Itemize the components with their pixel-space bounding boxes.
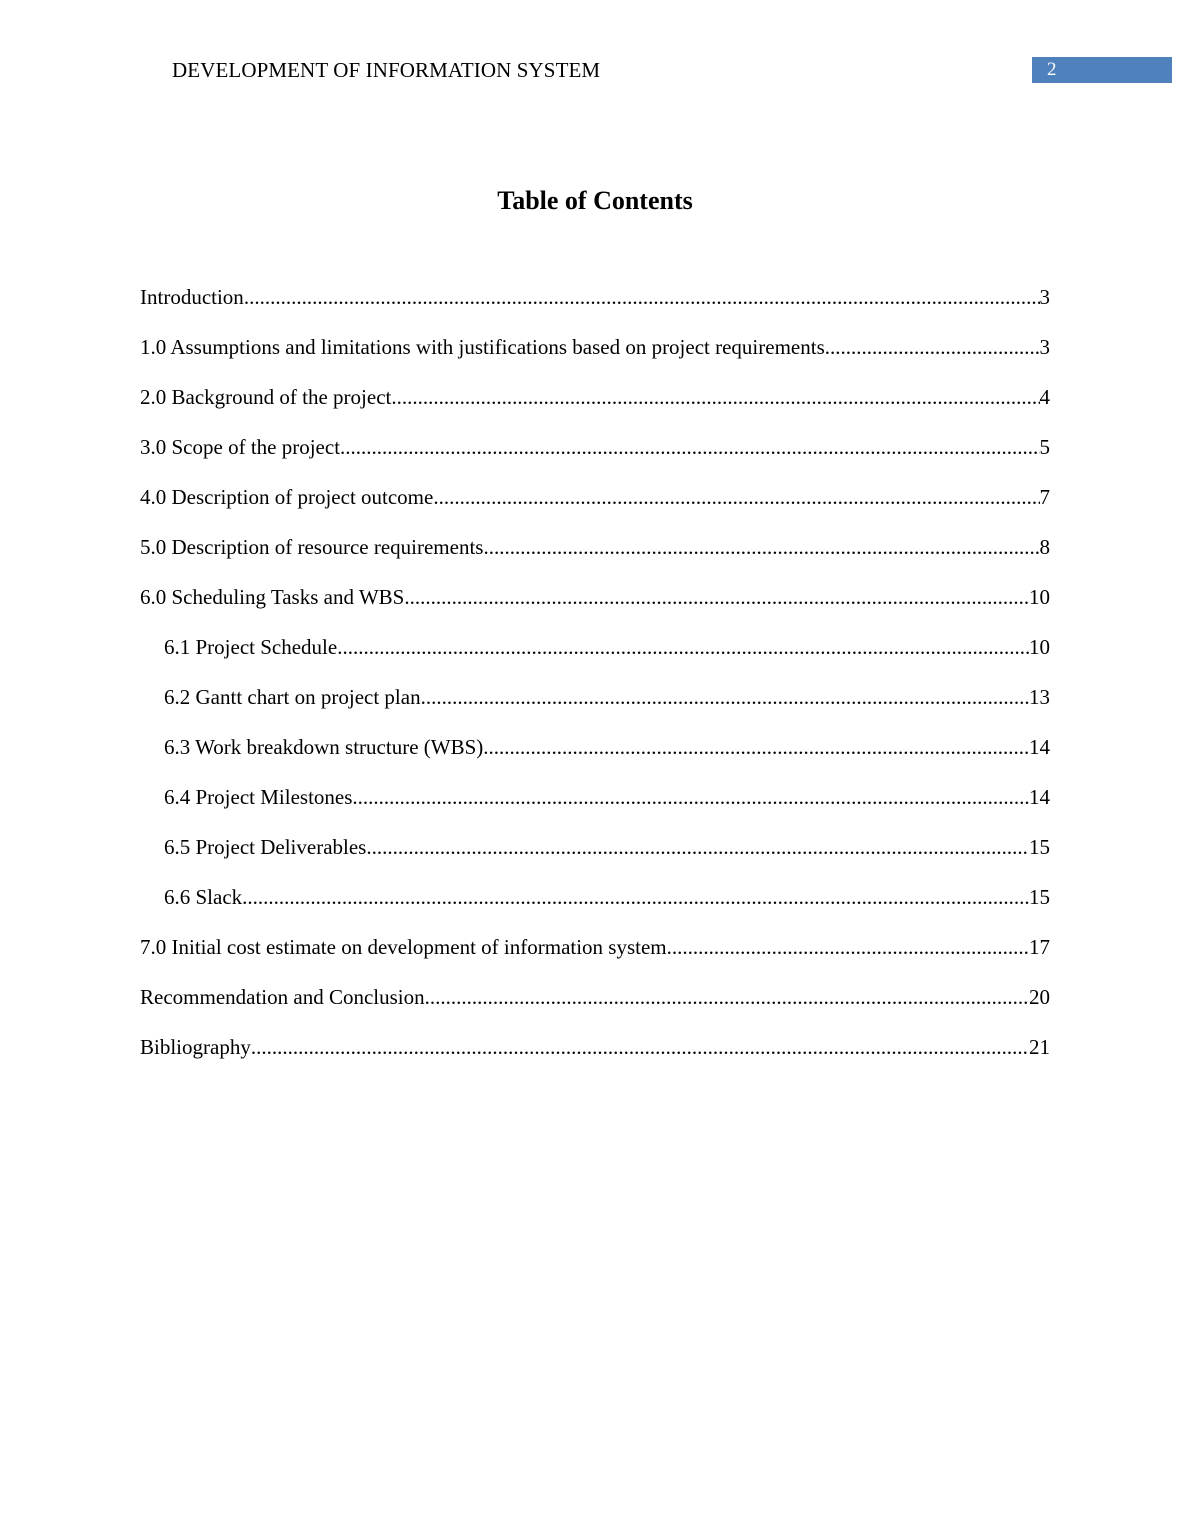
toc-entry-text: Recommendation and Conclusion bbox=[140, 985, 425, 1009]
toc-dot-leader bbox=[391, 382, 1039, 412]
toc-entry-deliverables[interactable] bbox=[140, 832, 1050, 882]
toc-entry-page: 15 bbox=[1029, 835, 1050, 859]
toc-entry-resources[interactable] bbox=[140, 532, 1050, 582]
toc-dot-leader bbox=[242, 882, 1029, 912]
toc-dot-leader bbox=[667, 932, 1029, 962]
toc-dot-leader bbox=[244, 282, 1040, 312]
toc-entry-project-schedule[interactable] bbox=[140, 632, 1050, 682]
toc-entry-page: 3 bbox=[1039, 335, 1050, 359]
toc-entry-page: 10 bbox=[1029, 635, 1050, 659]
toc-entry-page: 5 bbox=[1039, 435, 1050, 459]
toc-entry-text: 7.0 Initial cost estimate on development of information system bbox=[140, 935, 667, 959]
toc-entry-outcome[interactable] bbox=[140, 482, 1050, 532]
toc-dot-leader bbox=[421, 682, 1029, 712]
toc-entry-text: 6.5 Project Deliverables bbox=[164, 835, 367, 859]
toc-dot-leader bbox=[340, 432, 1039, 462]
toc-entry-wbs[interactable] bbox=[140, 732, 1050, 782]
page-number: 2 bbox=[1047, 59, 1057, 80]
toc-entry-scope[interactable] bbox=[140, 432, 1050, 482]
toc-entry-text: 6.4 Project Milestones bbox=[164, 785, 353, 809]
table-of-contents bbox=[140, 282, 1050, 1082]
toc-entry-bibliography[interactable] bbox=[140, 1032, 1050, 1082]
toc-entry-recommendation[interactable] bbox=[140, 982, 1050, 1032]
toc-entry-text: 3.0 Scope of the project bbox=[140, 435, 341, 459]
toc-entry-page: 10 bbox=[1029, 585, 1050, 609]
toc-entry-assumptions[interactable] bbox=[140, 332, 1050, 382]
toc-entry-gantt-chart[interactable] bbox=[140, 682, 1050, 732]
toc-entry-text: 6.2 Gantt chart on project plan bbox=[164, 685, 421, 709]
toc-title: Table of Contents bbox=[497, 186, 693, 215]
toc-entry-page: 4 bbox=[1039, 385, 1050, 409]
toc-dot-leader bbox=[251, 1032, 1029, 1062]
toc-entry-page: 21 bbox=[1029, 1035, 1050, 1059]
toc-dot-leader bbox=[366, 832, 1029, 862]
toc-entry-page: 15 bbox=[1029, 885, 1050, 909]
toc-entry-cost-estimate[interactable] bbox=[140, 932, 1050, 982]
page-number-badge bbox=[1032, 57, 1172, 83]
toc-entry-page: 20 bbox=[1029, 985, 1050, 1009]
toc-entry-text: 6.0 Scheduling Tasks and WBS bbox=[140, 585, 405, 609]
toc-dot-leader bbox=[483, 532, 1039, 562]
toc-entry-text: Introduction bbox=[140, 285, 244, 309]
toc-entry-text: 6.3 Work breakdown structure (WBS) bbox=[164, 735, 484, 759]
toc-dot-leader bbox=[352, 782, 1029, 812]
toc-entry-text: 6.1 Project Schedule bbox=[164, 635, 338, 659]
toc-entry-text: 1.0 Assumptions and limitations with justifications based on project requirements bbox=[140, 335, 825, 359]
toc-entry-page: 14 bbox=[1029, 735, 1050, 759]
toc-entry-page: 8 bbox=[1039, 535, 1050, 559]
toc-entry-text: 2.0 Background of the project bbox=[140, 385, 392, 409]
toc-entry-page: 14 bbox=[1029, 785, 1050, 809]
toc-dot-leader bbox=[337, 632, 1029, 662]
toc-entry-text: Bibliography bbox=[140, 1035, 251, 1059]
toc-entry-introduction[interactable] bbox=[140, 282, 1050, 332]
toc-entry-text: 6.6 Slack bbox=[164, 885, 243, 909]
toc-dot-leader bbox=[404, 582, 1029, 612]
toc-dot-leader bbox=[483, 732, 1029, 762]
toc-entry-page: 3 bbox=[1039, 285, 1050, 309]
toc-entry-page: 13 bbox=[1029, 685, 1050, 709]
toc-dot-leader bbox=[425, 982, 1029, 1012]
running-head-title: DEVELOPMENT OF INFORMATION SYSTEM bbox=[172, 58, 601, 82]
toc-entry-page: 17 bbox=[1029, 935, 1050, 959]
toc-entry-text: 5.0 Description of resource requirements bbox=[140, 535, 484, 559]
toc-entry-background[interactable] bbox=[140, 382, 1050, 432]
toc-entry-text: 4.0 Description of project outcome bbox=[140, 485, 434, 509]
toc-entry-page: 7 bbox=[1039, 485, 1050, 509]
toc-entry-slack[interactable] bbox=[140, 882, 1050, 932]
toc-entry-scheduling[interactable] bbox=[140, 582, 1050, 632]
toc-dot-leader bbox=[433, 482, 1039, 512]
toc-dot-leader bbox=[825, 332, 1040, 362]
toc-entry-milestones[interactable] bbox=[140, 782, 1050, 832]
